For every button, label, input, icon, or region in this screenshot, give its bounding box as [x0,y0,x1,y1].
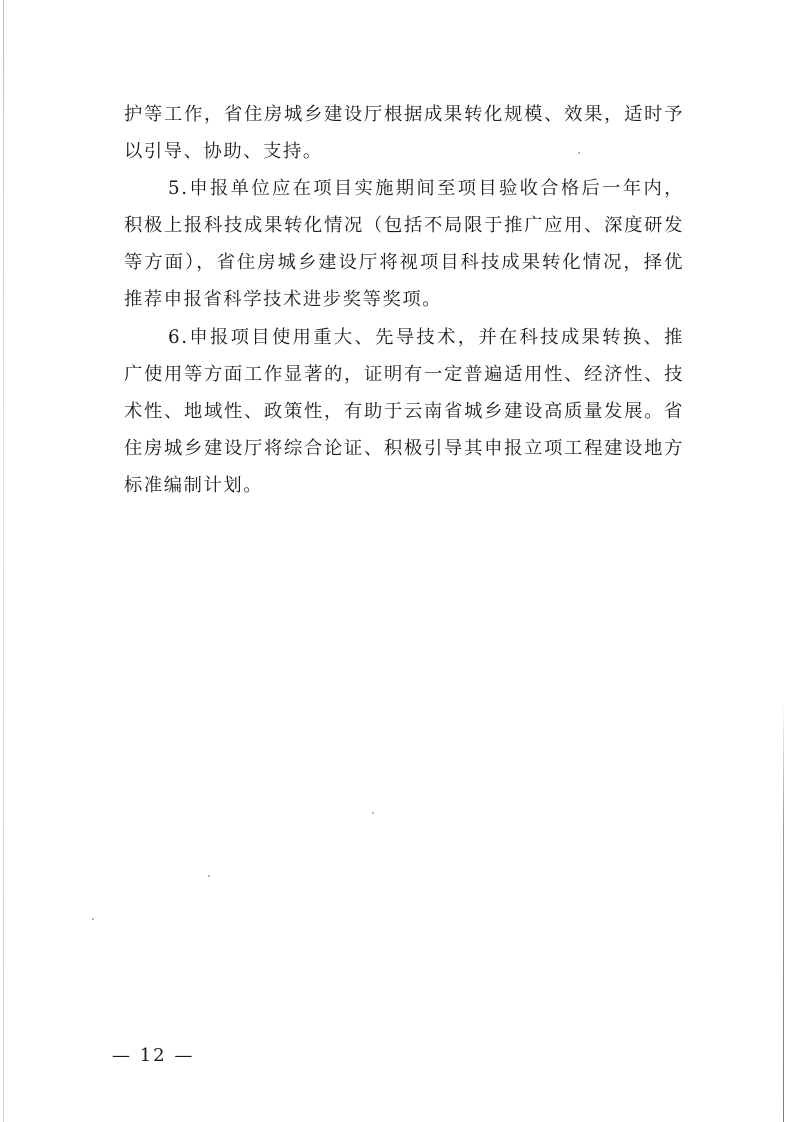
scan-edge-right [783,700,784,1122]
scan-speck [92,918,94,920]
scan-speck [208,875,210,877]
paragraph-item-5: 5.申报单位应在项目实施期间至项目验收合格后一年内，积极上报科技成果转化情况（包括不局限于推广应用、深度研发等方面），省住房城乡建设厅将视项目科技成果转化情况，择优推荐申报省科学技术进步奖等奖项。 [124,178,684,311]
paragraph-item-6: 6.申报项目使用重大、先导技术，并在科技成果转换、推广使用等方面工作显著的，证明有一定普遍适用性、经济性、技术性、地域性、政策性，有助于云南省城乡建设高质量发展。省住房城乡建设厅将综合论证、积极引导其申报立项工程建设地方标准编制计划。 [124,326,684,496]
scan-edge-left [3,0,4,1122]
paragraph-continuation: 护等工作，省住房城乡建设厅根据成果转化规模、效果，适时予以引导、协助、支持。 [124,104,684,163]
document-body [124,96,684,504]
scan-speck [372,812,374,814]
page-number: — 12 — [112,1045,195,1066]
scan-speck [578,152,580,154]
